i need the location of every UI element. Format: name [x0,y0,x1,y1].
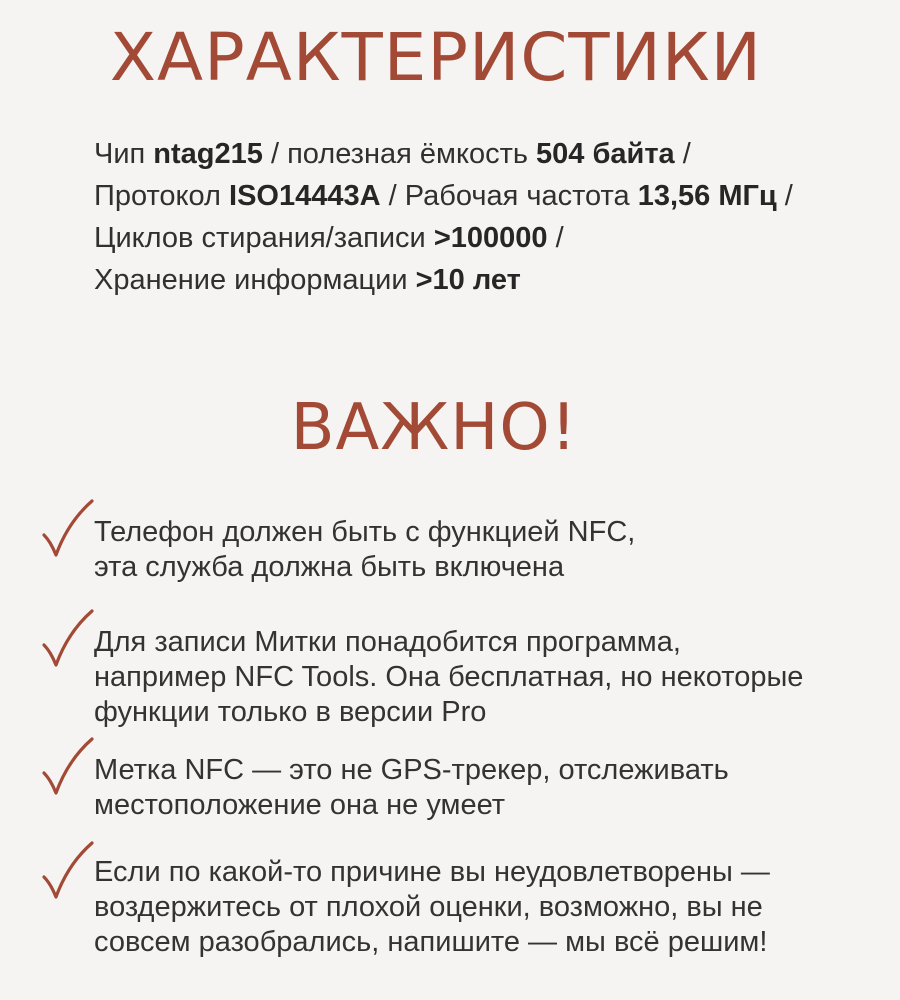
note-line: Телефон должен быть с функцией NFC, [94,516,636,548]
specs-list [94,133,884,301]
spec-value: ISO14443A [229,180,381,212]
spec-label: / [547,222,564,254]
important-note-text [94,753,874,823]
note-line: Если по какой-то причине вы неудовлетворены — [94,856,770,888]
note-line: местоположение она не умеет [94,789,506,821]
checkmark-icon [40,841,96,905]
checkmark-icon [40,499,96,563]
spec-label: / [674,138,691,170]
note-line: Метка NFC — это не GPS-трекер, отслеживать [94,754,729,786]
note-line: Для записи Митки понадобится программа, [94,626,681,658]
spec-label: Циклов стирания/записи [94,222,434,254]
spec-line [94,175,884,217]
note-line: например NFC Tools. Она бесплатная, но некоторые [94,661,804,693]
spec-label: Чип [94,138,154,170]
important-note-text [94,515,874,585]
checkmark-icon [40,737,96,801]
spec-label: Хранение информации [94,264,416,296]
note-line: воздержитесь от плохой оценки, возможно, вы не [94,891,763,923]
important-note-text [94,855,874,960]
spec-value: >100000 [433,222,548,254]
important-heading: ВАЖНО! [290,391,578,465]
spec-line [94,259,884,301]
spec-label: / Рабочая частота [380,180,638,212]
spec-value: 13,56 МГц [637,180,777,212]
spec-line [94,217,884,259]
note-line: эта служба должна быть включена [94,551,565,583]
spec-label: / [776,180,793,212]
spec-value: 504 байта [536,138,675,170]
checkmark-icon [40,609,96,673]
specs-heading: ХАРАКТЕРИСТИКИ [109,19,763,96]
note-line: функции только в версии Pro [94,696,487,728]
spec-label: / полезная ёмкость [262,138,537,170]
spec-value: ntag215 [153,138,263,170]
spec-value: >10 лет [415,264,521,296]
spec-label: Протокол [94,180,230,212]
important-note-text [94,625,874,730]
spec-line [94,133,884,175]
note-line: совсем разобрались, напишите — мы всё решим! [94,926,768,958]
